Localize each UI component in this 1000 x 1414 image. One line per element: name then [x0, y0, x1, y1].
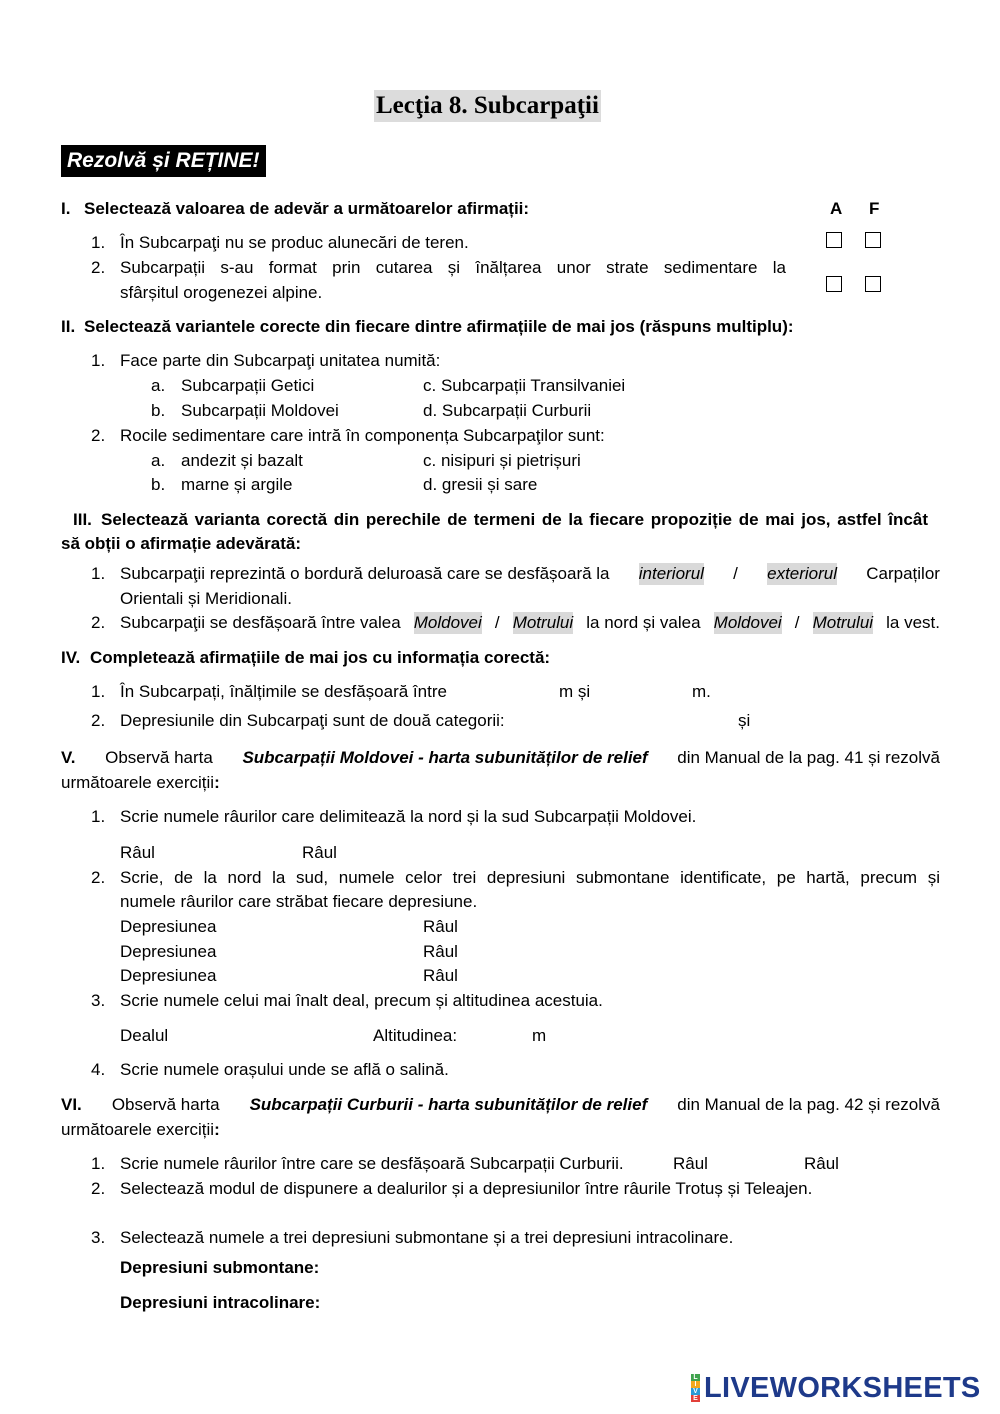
section-heading: Completează afirmațiile de mai jos cu informația corectă:: [90, 648, 551, 667]
question-text-end: la vest.: [886, 613, 940, 632]
question-text-start: Subcarpaţii se desfășoară între valea: [120, 613, 401, 632]
true-checkbox[interactable]: [826, 232, 842, 248]
section-number: V.: [61, 748, 76, 767]
option-letter: b.: [151, 401, 166, 420]
question-text: În Subcarpaţi nu se produc alunecări de teren.: [120, 233, 469, 252]
question-text: Scrie numele celui mai înalt deal, precum și altitudinea acestuia.: [120, 991, 603, 1010]
section-heading-continued: să obții o afirmație adevărată:: [61, 534, 301, 553]
section-heading: Selectează valoarea de adevăr a următoarelor afirmații:: [84, 199, 530, 218]
option-motrului[interactable]: Motrului: [812, 613, 874, 632]
question-number: 2.: [91, 426, 106, 445]
question-text-continued: numele râurilor care străbat fiecare depresiune.: [120, 892, 478, 911]
question-text-end: Carpaților: [866, 564, 940, 583]
section-number: I.: [61, 199, 71, 218]
question-text: Face parte din Subcarpaţi unitatea numită:: [120, 351, 441, 370]
option-letter: b.: [151, 475, 166, 494]
option-motrului[interactable]: Motrului: [512, 613, 574, 632]
section-intro-text: din Manual de la pag. 41 și rezolvă: [677, 748, 940, 767]
question-number: 3.: [91, 991, 106, 1010]
section-intro-text: Observă harta: [105, 748, 213, 767]
option-separator: /: [794, 613, 800, 632]
section-heading: Selectează variantele corecte din fiecare dintre afirmațiile de mai jos (răspuns multiplu):: [84, 317, 794, 336]
question-number: 2.: [91, 613, 106, 632]
option-interiorul[interactable]: interiorul: [638, 564, 704, 583]
answer-label: Dealul: [120, 1026, 169, 1045]
question-text: Subcarpații s-au format prin cutarea și înălțarea unor strate sedimentare la: [120, 258, 786, 277]
option-letter: a.: [151, 451, 166, 470]
option-a[interactable]: Subcarpații Getici: [181, 376, 315, 395]
answer-label: Râul: [804, 1154, 839, 1173]
section-intro-text: din Manual de la pag. 42 și rezolvă: [677, 1095, 940, 1114]
question-number: 1.: [91, 233, 106, 252]
unit-label: m: [532, 1026, 547, 1045]
section-number: IV.: [61, 648, 81, 667]
question-text: Depresiunile din Subcarpaţi sunt de două categorii:: [120, 711, 505, 730]
question-text-continued: Orientali și Meridionali.: [120, 589, 292, 608]
question-text: [120, 612, 940, 634]
option-d[interactable]: d. gresii și sare: [423, 475, 538, 494]
question-number: 3.: [91, 1228, 106, 1247]
conjunction-label: și: [738, 711, 751, 730]
liveworksheets-logo[interactable]: [691, 1372, 981, 1404]
option-a[interactable]: andezit și bazalt: [181, 451, 303, 470]
question-text: Selectează numele a trei depresiuni submontane și a trei depresiuni intracolinare.: [120, 1228, 734, 1247]
option-b[interactable]: marne și argile: [181, 475, 293, 494]
option-separator: /: [733, 564, 738, 583]
question-number: 1.: [91, 564, 106, 583]
answer-label: Râul: [423, 966, 458, 985]
logo-text: LIVEWORKSHEETS: [704, 1372, 981, 1404]
question-number: 2.: [91, 868, 106, 887]
true-column-label: A: [830, 199, 843, 218]
logo-icon: [691, 1374, 700, 1402]
option-moldovei[interactable]: Moldovei: [713, 613, 782, 632]
false-checkbox[interactable]: [865, 276, 881, 292]
logo-icon-block: E: [691, 1395, 700, 1402]
question-number: 2.: [91, 711, 106, 730]
question-text: Selectează modul de dispunere a dealurilor și a depresiunilor între râurile Trotuș și Teleajen.: [120, 1179, 813, 1198]
logo-icon-block: V: [691, 1388, 700, 1395]
banner-label: Rezolvă și REȚINE!: [61, 145, 266, 177]
option-c[interactable]: c. nisipuri și pietrișuri: [423, 451, 581, 470]
answer-label: Râul: [673, 1154, 708, 1173]
question-text: În Subcarpați, înălțimile se desfășoară între: [120, 682, 447, 701]
question-text-start: Subcarpaţii reprezintă o bordură deluroasă care se desfășoară la: [120, 564, 610, 583]
section-intro: [61, 1094, 940, 1116]
answer-label: Depresiunea: [120, 942, 217, 961]
question-number: 1.: [91, 682, 106, 701]
answer-label: Depresiunea: [120, 966, 217, 985]
answer-label: Râul: [120, 843, 155, 862]
option-c[interactable]: c. Subcarpații Transilvaniei: [423, 376, 626, 395]
unit-label: m și: [559, 682, 591, 701]
question-text: Scrie, de la nord la sud, numele celor trei depresiuni submontane identificate, pe hartă, precum și: [120, 868, 940, 887]
option-d[interactable]: d. Subcarpații Curburii: [423, 401, 592, 420]
false-checkbox[interactable]: [865, 232, 881, 248]
question-number: 2.: [91, 258, 106, 277]
question-text-continued: sfârșitul orogenezei alpine.: [120, 283, 323, 302]
map-name: Subcarpații Curburii - harta subunităților de relief: [249, 1095, 648, 1114]
section-number: II.: [61, 317, 76, 336]
false-column-label: F: [869, 199, 880, 218]
answer-label: Depresiuni submontane:: [120, 1258, 320, 1277]
map-name: Subcarpații Moldovei - harta subunităților de relief: [242, 748, 648, 767]
question-number: 1.: [91, 807, 106, 826]
logo-icon-block: L: [691, 1374, 700, 1381]
answer-label: Râul: [302, 843, 337, 862]
option-separator: /: [494, 613, 500, 632]
section-intro-continued: următoarele exerciții:: [61, 1120, 220, 1139]
answer-label: Râul: [423, 917, 458, 936]
question-number: 4.: [91, 1060, 106, 1079]
answer-label: Depresiunea: [120, 917, 217, 936]
question-text-middle: la nord și valea: [586, 613, 701, 632]
logo-icon-block: I: [691, 1381, 700, 1388]
section-intro: [61, 747, 940, 769]
option-moldovei[interactable]: Moldovei: [413, 613, 482, 632]
question-number: 1.: [91, 351, 106, 370]
question-text: [120, 563, 940, 585]
question-number: 1.: [91, 1154, 106, 1173]
page-title: Lecţia 8. Subcarpaţii: [374, 90, 601, 122]
answer-label: Depresiuni intracolinare:: [120, 1293, 321, 1312]
question-number: 2.: [91, 1179, 106, 1198]
answer-label: Altitudinea:: [373, 1026, 458, 1045]
section-intro-continued: următoarele exerciții:: [61, 773, 220, 792]
option-b[interactable]: Subcarpații Moldovei: [181, 401, 339, 420]
section-heading: Selectează varianta corectă din perechile de termeni de la fiecare propoziție de mai jos, astfel încât: [101, 510, 928, 529]
true-checkbox[interactable]: [826, 276, 842, 292]
option-letter: a.: [151, 376, 166, 395]
unit-label: m.: [692, 682, 711, 701]
section-number: VI.: [61, 1095, 82, 1114]
question-text: Scrie numele râurilor care delimitează la nord și la sud Subcarpații Moldovei.: [120, 807, 697, 826]
section-number: III.: [73, 510, 92, 529]
section-intro-text: Observă harta: [111, 1095, 220, 1114]
question-text: Scrie numele râurilor între care se desfășoară Subcarpații Curburii.: [120, 1154, 624, 1173]
question-text: Scrie numele orașului unde se află o salină.: [120, 1060, 449, 1079]
answer-label: Râul: [423, 942, 458, 961]
option-exteriorul[interactable]: exteriorul: [767, 564, 838, 583]
question-text: Rocile sedimentare care intră în componența Subcarpaţilor sunt:: [120, 426, 605, 445]
